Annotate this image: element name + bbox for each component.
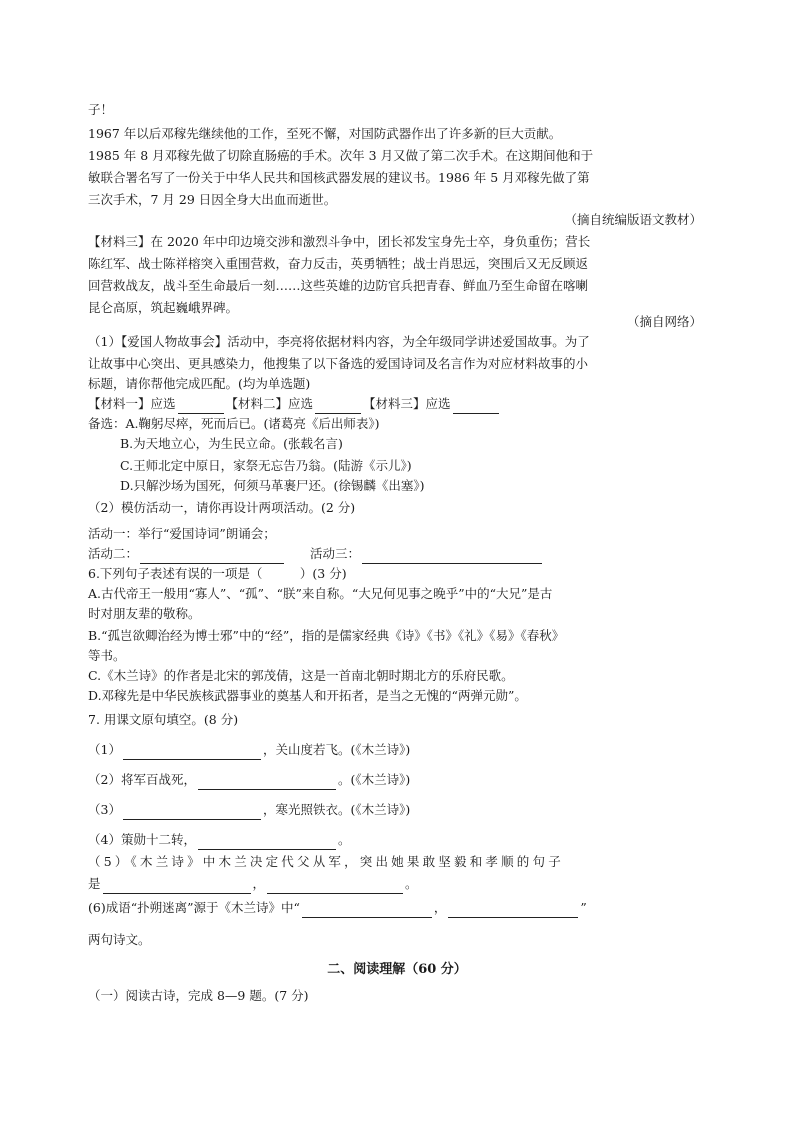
material-three-line: 【材料三】在 2020 年中印边境交涉和激烈斗争中，团长祁发宝身先士卒，身负重伤；营长 bbox=[88, 234, 591, 249]
answer-blank[interactable] bbox=[302, 903, 432, 918]
match-label: 【材料三】应选 bbox=[363, 396, 451, 411]
answer-blank[interactable] bbox=[448, 903, 578, 918]
answer-blank[interactable] bbox=[198, 775, 336, 790]
item-number: （3） bbox=[88, 802, 121, 817]
match-row bbox=[88, 394, 501, 414]
option-b: B.“孤岂欲卿治经为博士邪”中的“经”，指的是儒家经典《诗》《书》《礼》《易》《春秋》 bbox=[88, 628, 565, 643]
fill-row-3 bbox=[88, 800, 410, 820]
subsection-title: （一）阅读古诗，完成 8—9 题。(7 分) bbox=[88, 988, 309, 1003]
fill-text: ，寒光照铁衣。(《木兰诗》) bbox=[262, 802, 411, 817]
question-text: 6.下列句子表述有误的一项是（ ）(3 分) bbox=[88, 566, 347, 581]
answer-blank[interactable] bbox=[198, 835, 336, 850]
question-text: （1）【爱国人物故事会】活动中，李亮将依据材料内容，为全年级同学讲述爱国故事。为了 bbox=[88, 334, 590, 349]
material-three-line: 陈红军、战士陈祥榕突入重围营救，奋力反击，英勇牺牲；战士肖思远，突围后又无反顾返 bbox=[88, 256, 589, 271]
answer-blank[interactable] bbox=[178, 399, 224, 414]
fill-text: ， bbox=[252, 876, 266, 891]
activity-two-label: 活动二： bbox=[88, 546, 139, 561]
activity-one: 活动一：举行“爱国诗词”朗诵会； bbox=[88, 526, 276, 541]
fill-text: 。 bbox=[337, 832, 351, 847]
material-three-line: 回营救战友，战斗至生命最后一刻……这些英雄的边防官兵把青春、鲜血乃至生命留在喀喇 bbox=[88, 278, 589, 293]
fill-row-5: （5）《木兰诗》中木兰决定代父从军，突出她果敢坚毅和孝顺的句子 bbox=[88, 854, 564, 869]
text-line: 子！ bbox=[88, 102, 114, 117]
answer-blank[interactable] bbox=[103, 879, 251, 894]
section-title: 二、阅读理解（60 分） bbox=[327, 962, 467, 977]
option-a: A.古代帝王一般用“寡人”、“孤”、“朕”来自称。“大兄何见事之晚乎”中的“大兄”是古 bbox=[88, 586, 553, 601]
question-text: 7. 用课文原句填空。(8 分) bbox=[88, 712, 239, 727]
option-c: C.《木兰诗》的作者是北宋的郭茂倩，这是一首南北朝时期北方的乐府民歌。 bbox=[88, 668, 514, 683]
option-c: C.王师北定中原日，家祭无忘告乃翁。(陆游《示儿》) bbox=[120, 458, 412, 473]
material-three-line: 昆仑高原，筑起巍峨界碑。 bbox=[88, 300, 239, 315]
option-d: D.只解沙场为国死，何须马革裹尸还。(徐锡麟《出塞》) bbox=[120, 478, 425, 493]
answer-blank[interactable] bbox=[267, 879, 403, 894]
fill-row-6 bbox=[88, 898, 587, 918]
fill-row-4 bbox=[88, 830, 350, 850]
answer-blank[interactable] bbox=[315, 399, 361, 414]
fill-row-1 bbox=[88, 740, 410, 760]
fill-text: ，关山度若飞。(《木兰诗》) bbox=[262, 742, 411, 757]
source-note: （摘自统编版语文教材） bbox=[564, 212, 702, 227]
fill-text: （4）策勋十二转， bbox=[88, 832, 196, 847]
option-b: B.为天地立心，为生民立命。(张载名言) bbox=[120, 436, 343, 451]
text-line: 三次手术，7 月 29 日因全身大出血而逝世。 bbox=[88, 192, 337, 207]
text-line: 1967 年以后邓稼先继续他的工作，至死不懈，对国防武器作出了许多新的巨大贡献。 bbox=[88, 126, 562, 141]
question-text: 标题，请你帮他完成匹配。(均为单选题) bbox=[88, 376, 311, 391]
match-label: 【材料二】应选 bbox=[225, 396, 314, 411]
answer-blank[interactable] bbox=[453, 399, 499, 414]
fill-text: ” bbox=[580, 900, 587, 915]
fill-text: 。 bbox=[405, 876, 418, 891]
fill-text: (6)成语“扑朔迷离”源于《木兰诗》中“ bbox=[88, 900, 300, 915]
fill-row-6-cont: 两句诗文。 bbox=[88, 932, 151, 947]
fill-text: 。(《木兰诗》) bbox=[337, 772, 411, 787]
question-text: 让故事中心突出、更具感染力，他搜集了以下备选的爱国诗词及名言作为对应材料故事的小 bbox=[88, 356, 589, 371]
fill-row-5-answer bbox=[88, 874, 418, 894]
answer-blank[interactable] bbox=[123, 745, 261, 760]
fill-text: （2）将军百战死， bbox=[88, 772, 196, 787]
activity-three-label: 活动三： bbox=[310, 546, 361, 561]
activity-two-blank[interactable] bbox=[140, 549, 284, 564]
fill-text: ， bbox=[433, 900, 447, 915]
answer-blank[interactable] bbox=[123, 805, 261, 820]
option-d: D.邓稼先是中华民族核武器事业的奠基人和开拓者，是当之无愧的“两弹元勋”。 bbox=[88, 688, 527, 703]
match-label: 【材料一】应选 bbox=[88, 396, 176, 411]
text-line: 敏联合署名写了一份关于中华人民共和国核武器发展的建议书。1986 年 5 月邓稼先做了第 bbox=[88, 170, 590, 185]
question-text: （2）模仿活动一，请你再设计两项活动。(2 分) bbox=[88, 500, 356, 515]
text-line: 1985 年 8 月邓稼先做了切除直肠癌的手术。次年 3 月又做了第二次手术。在这期间他和于 bbox=[88, 148, 594, 163]
option-a: 备选：A.鞠躬尽瘁，死而后已。(诸葛亮《后出师表》) bbox=[88, 416, 380, 431]
activity-row bbox=[88, 544, 544, 564]
option-a-cont: 时对朋友辈的敬称。 bbox=[88, 606, 201, 621]
fill-text: 是 bbox=[88, 876, 101, 891]
item-number: （1） bbox=[88, 742, 121, 757]
activity-three-blank[interactable] bbox=[362, 549, 542, 564]
option-b-cont: 等书。 bbox=[88, 648, 126, 663]
fill-row-2 bbox=[88, 770, 410, 790]
source-note: （摘自网络） bbox=[626, 314, 702, 329]
